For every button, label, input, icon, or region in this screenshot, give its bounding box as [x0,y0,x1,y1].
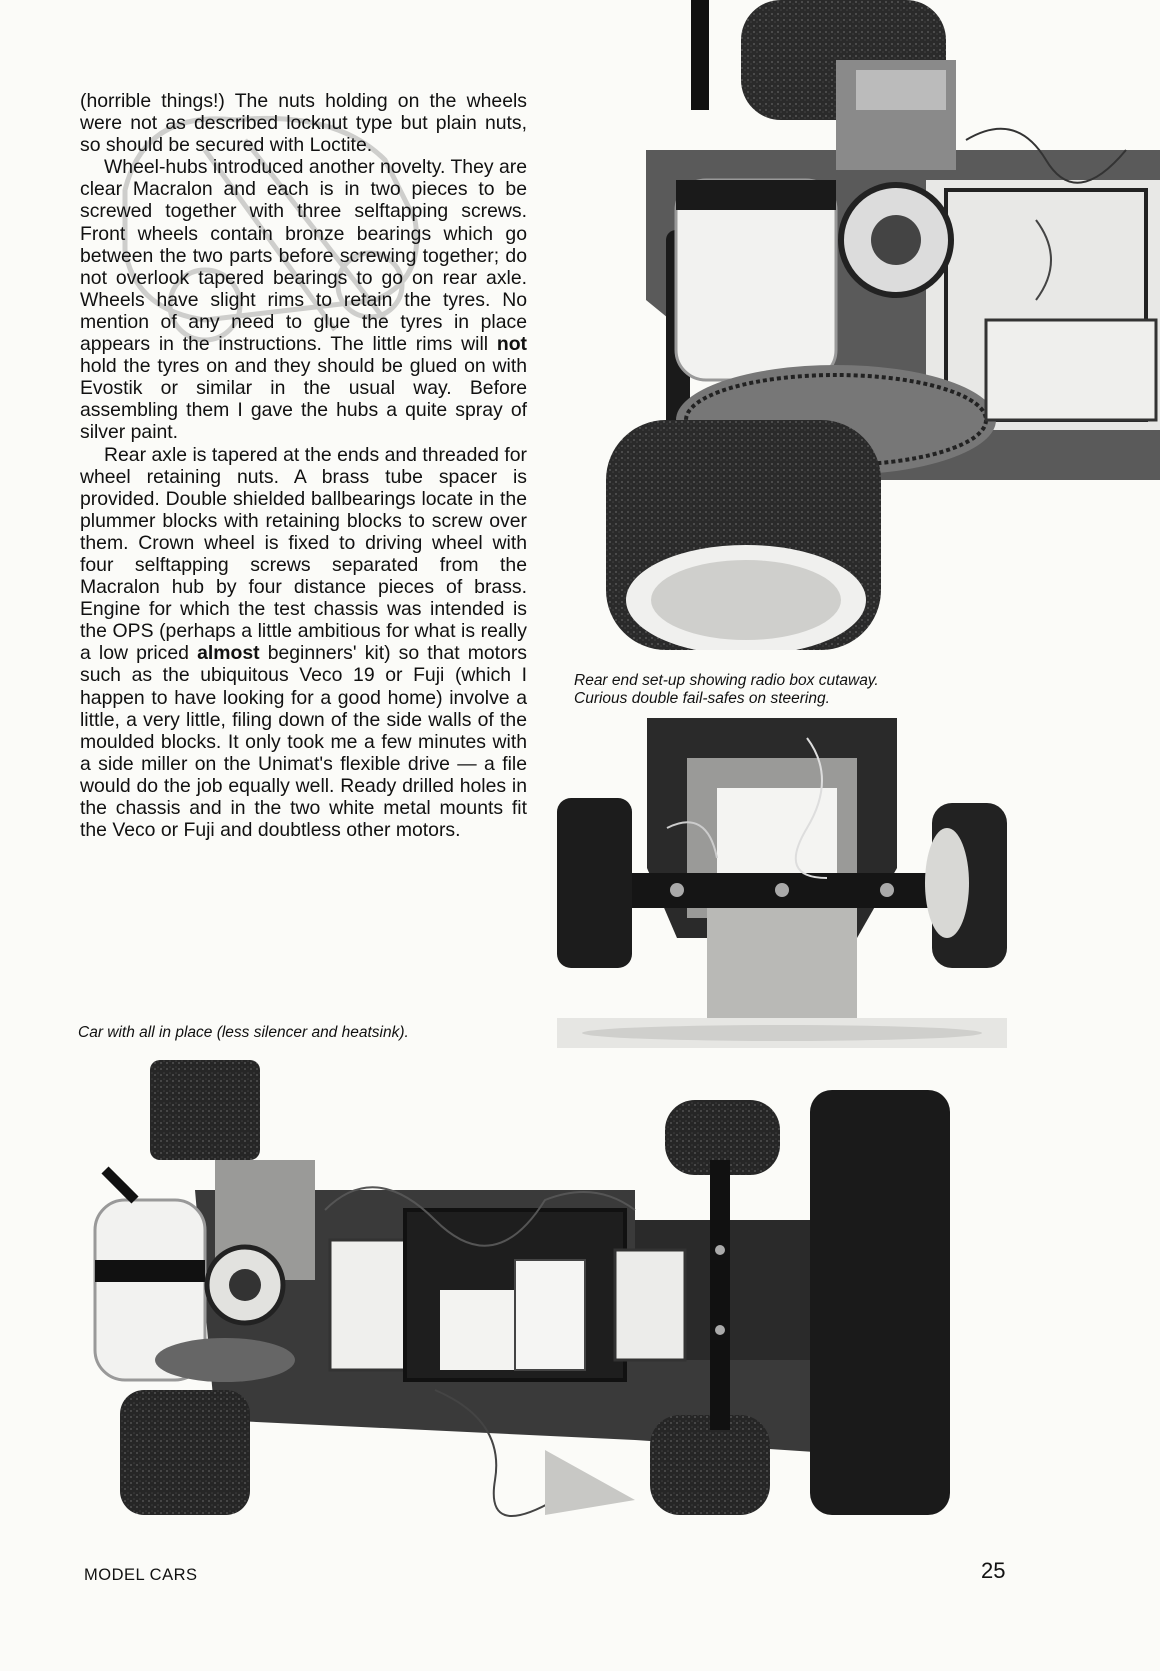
article-paragraph-2: Wheel-hubs introduced another novelty. They are clear Macralon and each is in two pieces to be screwed together with three selftapping screws. Front wheels contain bronze bearings which go between the two parts before screwing together; do not overlook tapered bearings to go on rear axle. Wheels have slight rims to retain the tyres. No mention of any need to glue the tyres in place appears in the instructions. The little rims will not hold the tyres on and they should be glued on with Evostik or similar in the usual way. Before assembling them I gave the hubs a quite spray of silver paint. [80,156,527,444]
caption-car: Car with all in place (less silencer and heatsink). [78,1024,409,1041]
caption-rear-end: Rear end set-up showing radio box cutaway. Curious double fail-safes on steering. [574,672,879,707]
article-paragraph-3: Rear axle is tapered at the ends and threaded for wheel retaining nuts. A brass tube spacer is provided. Double shielded ballbearings locate in the plummer blocks with retaining blocks to screw over them. Crown wheel is fixed to driving wheel with four selftapping screws separated from the Macralon hub by four distance pieces of brass. Engine for which the test chassis was intended is the OPS (perhaps a little ambitious for what is really a low priced almost beginners' kit) so that motors such as the ubiquitous Veco 19 or Fuji (which I happen to have looking for a good home) involve a little, a very little, filing down of the side walls of the moulded blocks. It only took me a few minutes with a side miller on the Unimat's flexible drive — a file would do the job equally well. Ready drilled holes in the chassis and in the two white metal mounts fit the Veco or Fuji and doubtless other motors. [80,443,527,842]
article-paragraph-1: (horrible things!) The nuts holding on the wheels were not as described locknut type but plain nuts, so should be secured with Loctite. [80,90,527,157]
article-body [80,90,527,841]
photo-rear-end-setup [566,0,1160,650]
photo-front-steering [557,718,1007,1048]
page-number: 25 [981,1558,1006,1583]
photo-full-car [75,1060,1075,1520]
footer-magazine-name: MODEL CARS [84,1566,198,1584]
